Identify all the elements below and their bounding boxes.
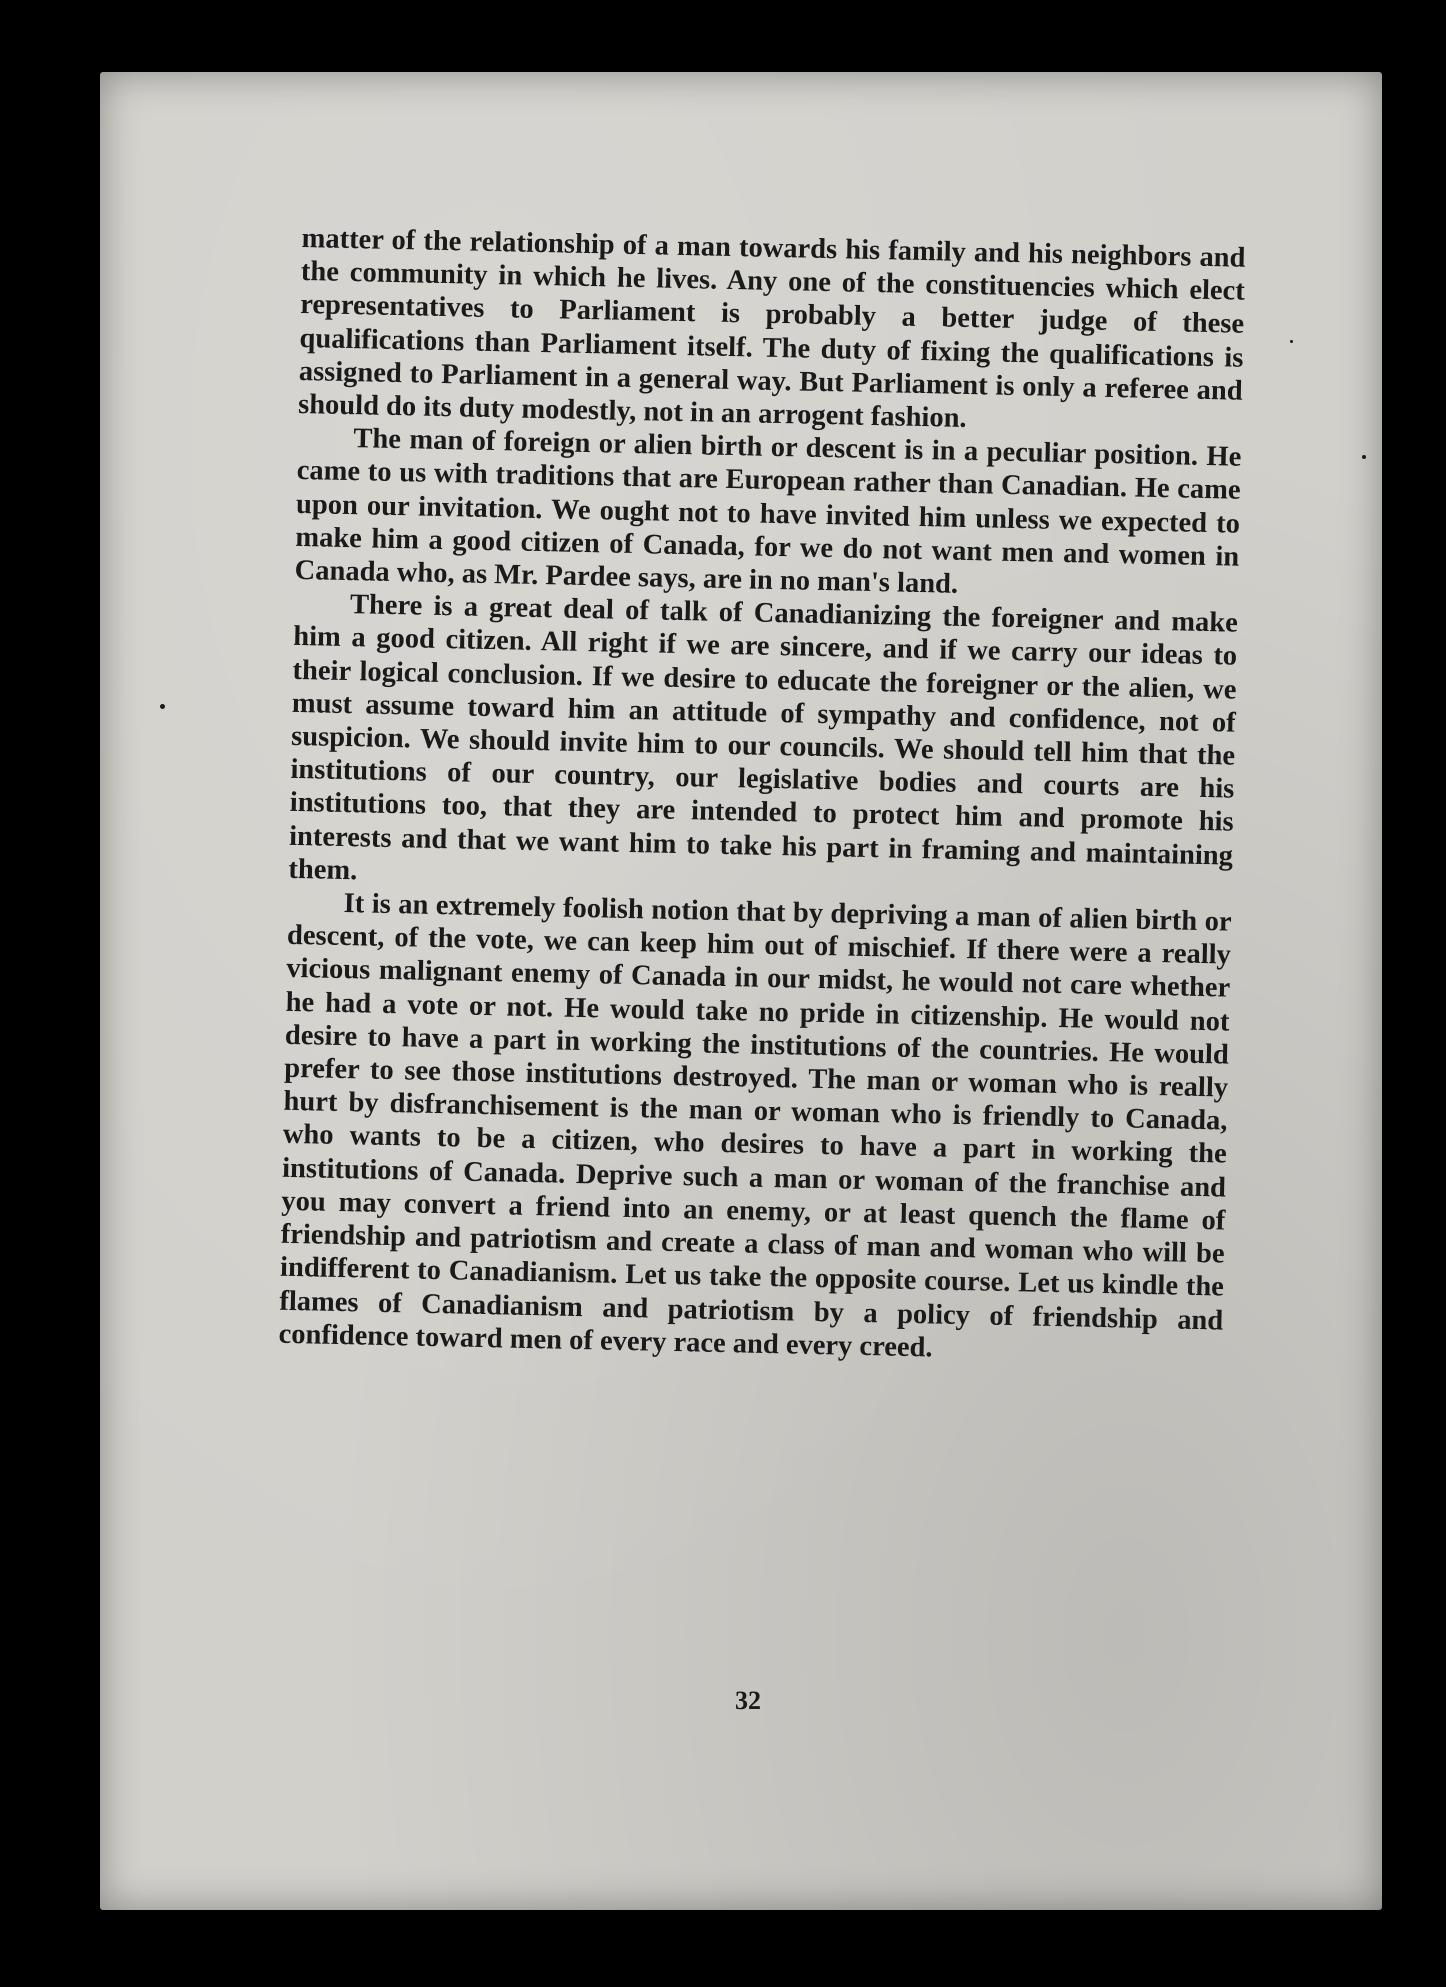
scan-speck bbox=[160, 704, 165, 709]
scan-speck bbox=[1290, 340, 1293, 343]
page-number: 32 bbox=[735, 1686, 761, 1715]
body-text bbox=[278, 222, 1245, 1370]
paragraph-3: There is a great deal of talk of Canadianizing the foreigner and make him a good citizen. All right if we are sincere, and if we carry our ideas to their logical conclusion. If we desire to educate the foreigner or the alien, we must assume toward him an attitude of sympathy and confidence, not of suspicion. We should invite him to our councils. We should tell him that the institutions of our country, our legislative bodies and courts are his institutions too, that they are intended to protect him and promote his interests and that we want him to take his part in framing and maintaining them. bbox=[288, 589, 1239, 887]
paragraph-1: matter of the relationship of a man towards his family and his neighbors and the community in which he lives. Any one of the constituencies which elect representatives to Parliament is probably a better judge of these qualifications than Parliament itself. The duty of fixing the qualifications is assigned to Parliament in a general way. But Parliament is only a referee and should do its duty modestly, not in an arrogent fashion. bbox=[297, 222, 1246, 434]
paragraph-2: The man of foreign or alien birth or descent is in a peculiar position. He came to us with traditions that are European rather than Canadian. He came upon our invitation. We ought not to have invited him unless we expected to make him a good citizen of Canada, for we do not want men and women in Canada who, as Mr. Pardee says, are in no man's land. bbox=[294, 423, 1242, 600]
scan-speck bbox=[1362, 455, 1366, 459]
paragraph-4: It is an extremely foolish notion that by depriving a man of alien birth or descent, of the vote, we can keep him out of mischief. If there were a really vicious malignant enemy of Canada in our midst, he would not care whether he had a vote or not. He would take no pride in citizenship. He would not desire to have a part in working the institutions of the countries. He would prefer to see those institutions destroyed. The man or woman who is really hurt by disfranchisement is the man or woman who is friendly to Canada, who wants to be a citizen, who desires to have a part in working the institutions of Canada. Deprive such a man or woman of the franchise and you may convert a friend into an enemy, or at least quench the flame of friendship and patriotism and create a class of man and woman who will be indifferent to Canadianism. Let us take the opposite course. Let us kindle the flames of Canadianism and patriotism by a policy of friendship and confidence toward men of every race and every creed. bbox=[278, 888, 1232, 1364]
